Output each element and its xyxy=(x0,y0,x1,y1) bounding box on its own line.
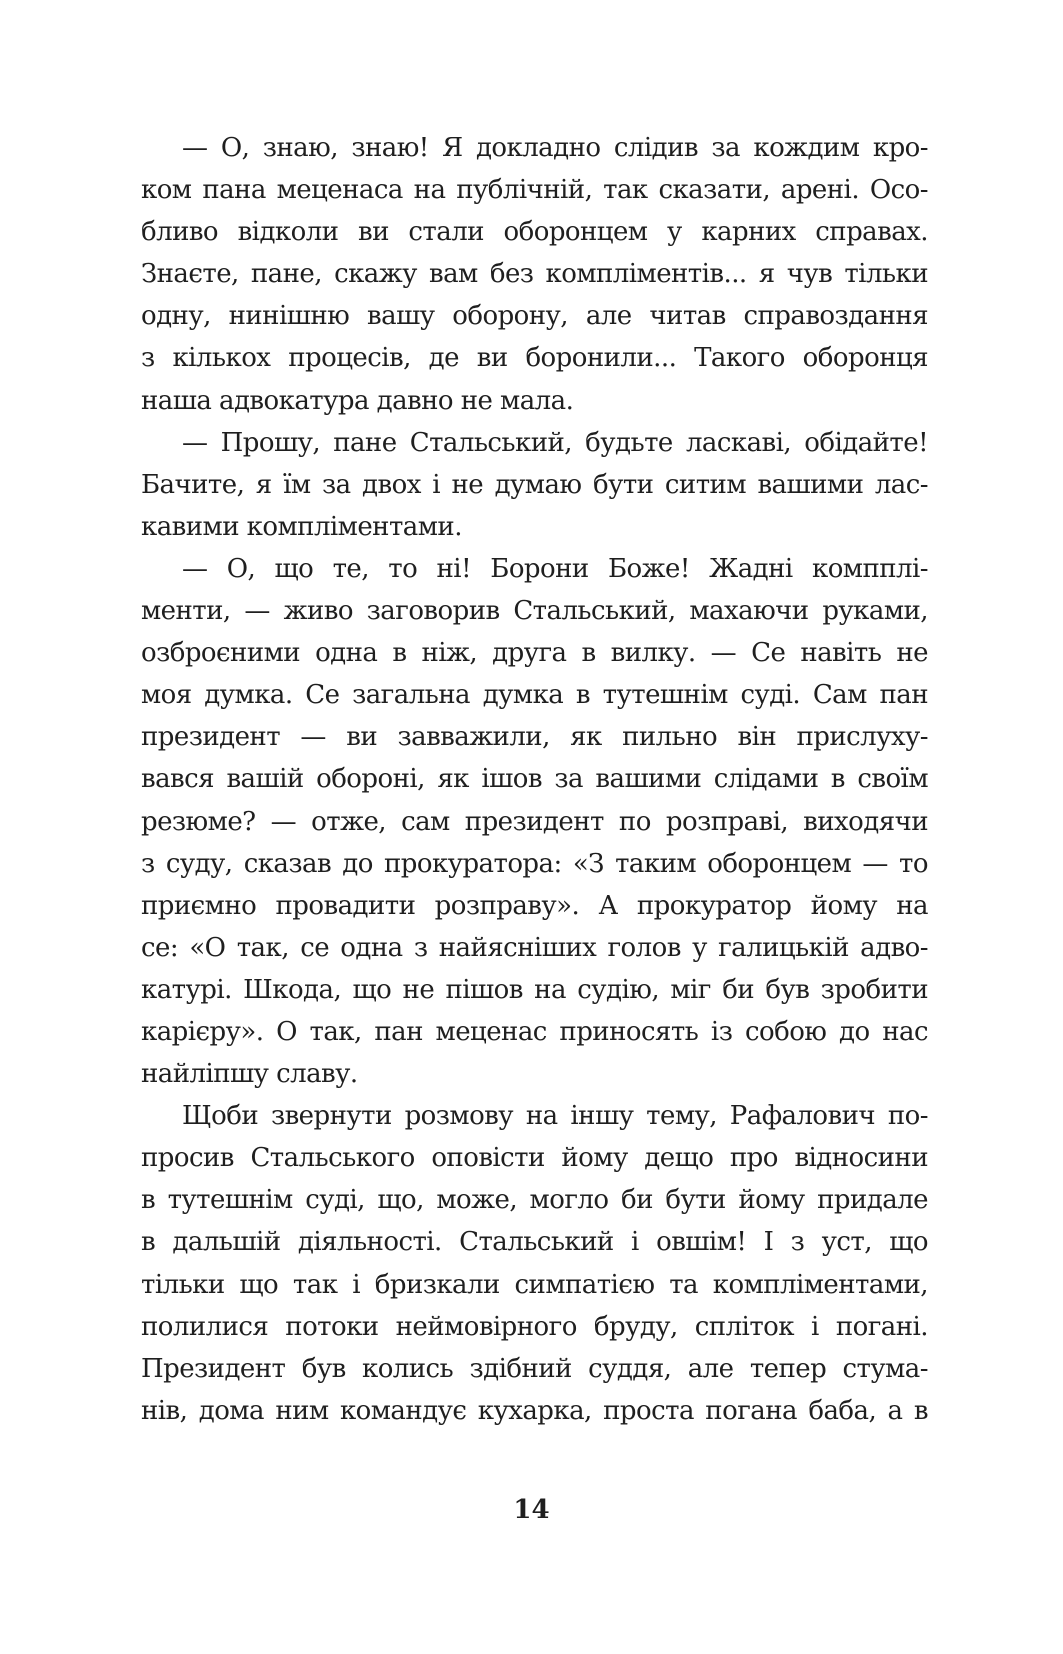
text-line: — Прошу, пане Стальський, будьте ласкаві, обідайте! xyxy=(182,427,928,458)
text-line: в дальшій діяльності. Стальський і овшім! І з уст, що xyxy=(141,1227,928,1258)
text-line: бливо відколи ви стали оборонцем у карних справах. xyxy=(141,217,928,248)
text-line: се: «О так, се одна з найясніших голов у галицькій адво- xyxy=(141,932,928,963)
text-line: — О, знаю, знаю! Я докладно слідив за кождим кро- xyxy=(182,133,928,163)
text-line: Знаєте, пане, скажу вам без компліментів... я чув тільки xyxy=(141,259,928,290)
text-line: з кількох процесів, де ви боронили... Такого оборонця xyxy=(141,343,928,374)
text-line: приємно провадити розправу». А прокуратор йому на xyxy=(141,890,928,921)
page-number: 14 xyxy=(513,1495,550,1525)
text-line: наша адвокатура давно не мала. xyxy=(141,385,574,416)
text-line: Щоби звернути розмову на іншу тему, Рафалович по- xyxy=(182,1101,928,1132)
text-line: просив Стальського оповісти йому дещо про відносини xyxy=(141,1143,928,1174)
text-line: вався вашій обороні, як ішов за вашими слідами в своїм xyxy=(141,764,928,795)
text-line: одну, нинішню вашу оборону, але читав справоздання xyxy=(141,301,928,332)
text-line: ком пана меценаса на публічній, так сказати, арені. Осо- xyxy=(141,175,928,206)
text-line: кавими компліментами. xyxy=(141,511,462,542)
body-text xyxy=(141,127,928,1432)
text-line: полилися потоки неймовірного бруду, спліток і погані. xyxy=(141,1311,928,1342)
paragraph xyxy=(141,422,928,548)
text-line: — О, що те, то ні! Борони Боже! Жадні компплі- xyxy=(182,553,928,584)
paragraph xyxy=(141,548,928,1095)
text-line: менти, — живо заговорив Стальський, махаючи руками, xyxy=(141,596,928,627)
text-line: озброєними одна в ніж, друга в вилку. — Се навіть не xyxy=(141,638,928,669)
text-line: найліпшу славу. xyxy=(141,1059,358,1090)
text-line: президент — ви завважили, як пильно він прислуху- xyxy=(141,722,928,753)
paragraph xyxy=(141,127,928,422)
text-line: катурі. Шкода, що не пішов на судію, міг би був зробити xyxy=(141,974,928,1005)
text-line: в тутешнім суді, що, може, могло би бути йому придале xyxy=(141,1185,928,1216)
paragraph xyxy=(141,1095,928,1432)
text-line: тільки що так і бризкали симпатією та компліментами, xyxy=(141,1269,928,1300)
text-line: з суду, сказав до прокуратора: «З таким оборонцем — то xyxy=(141,848,928,879)
text-line: Бачите, я їм за двох і не думаю бути ситим вашими лас- xyxy=(141,469,928,500)
text-line: нів, дома ним командує кухарка, проста погана баба, а в xyxy=(141,1395,928,1426)
text-line: карієру». О так, пан меценас приносять із собою до нас xyxy=(141,1016,928,1047)
text-line: Президент був колись здібний суддя, але тепер стума- xyxy=(141,1353,928,1384)
text-line: резюме? — отже, сам президент по розправі, виходячи xyxy=(141,806,928,837)
text-line: моя думка. Се загальна думка в тутешнім суді. Сам пан xyxy=(141,680,928,711)
